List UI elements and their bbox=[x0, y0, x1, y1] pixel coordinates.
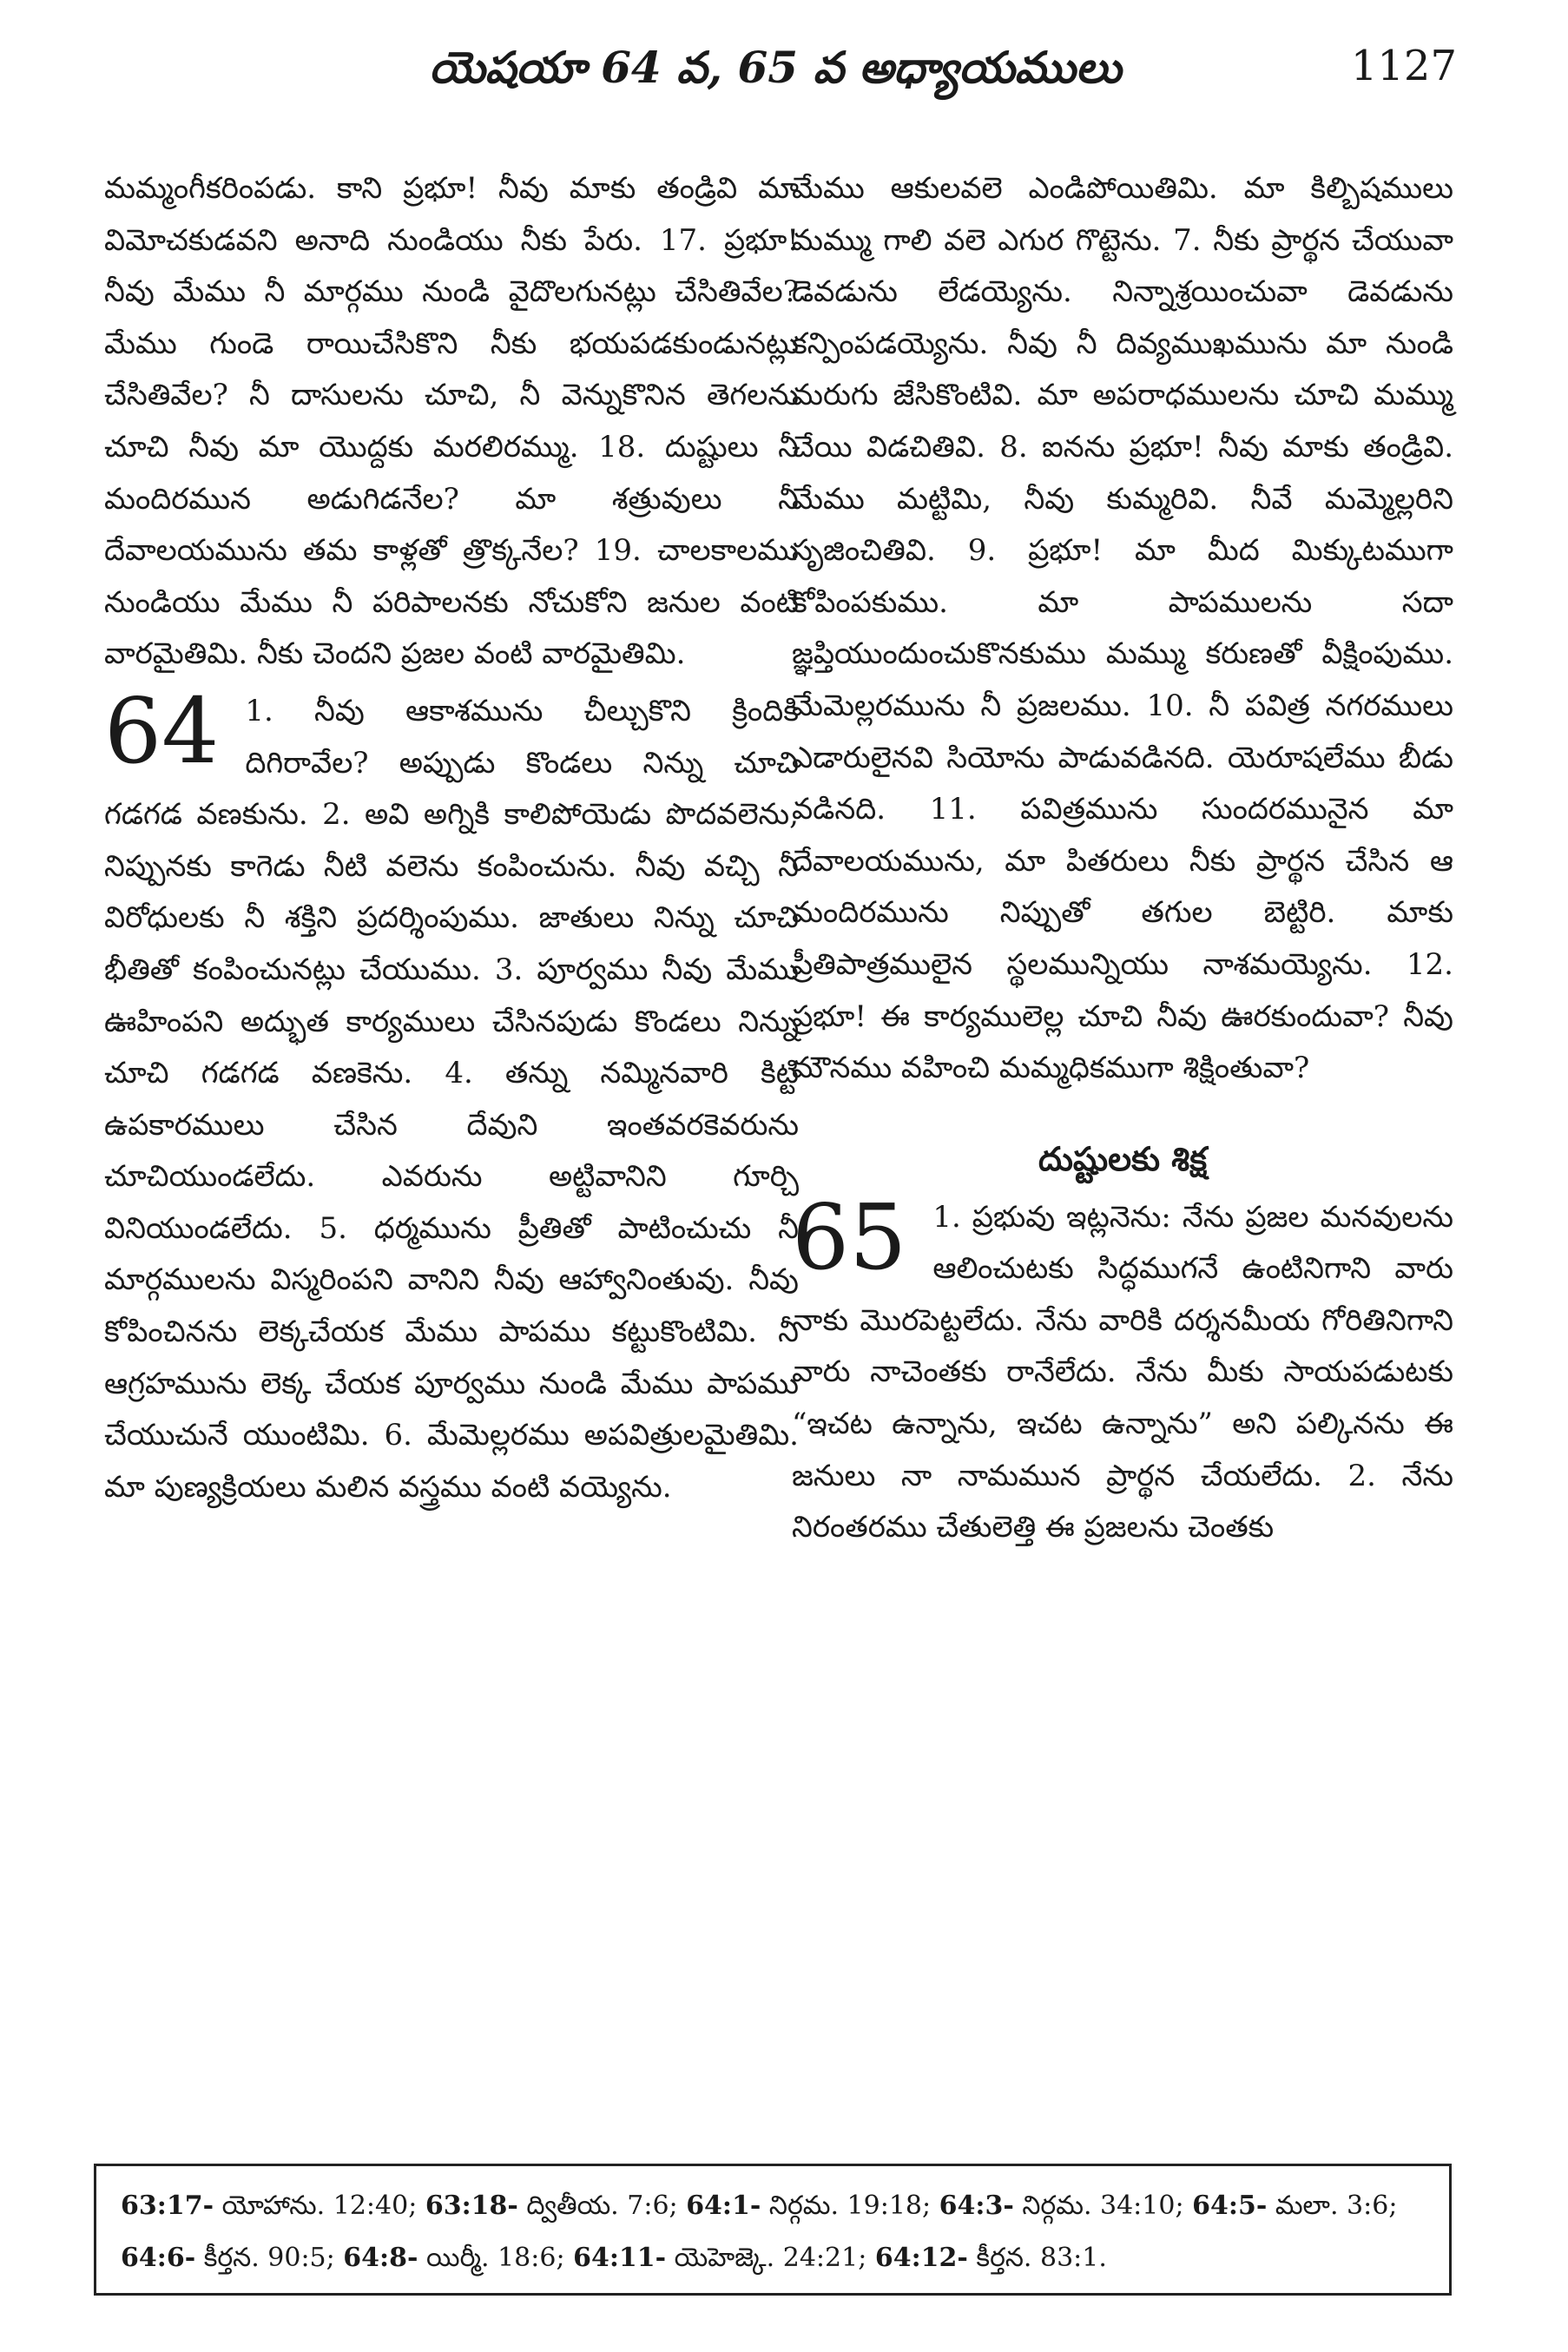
footnote-text: కీర్తన. 83:1. bbox=[967, 2243, 1107, 2273]
footnote-ref: 64:1- bbox=[686, 2191, 761, 2221]
chapter-64-block bbox=[104, 677, 799, 1514]
page-number: 1127 bbox=[1350, 42, 1457, 90]
page-title: యెషయా 64 వ, 65 వ అధ్యాయములు bbox=[429, 42, 1122, 93]
footnote-text: నిర్గమ. 19:18; bbox=[761, 2191, 939, 2221]
footnote-text: ద్వితీయ. 7:6; bbox=[517, 2191, 687, 2221]
right-column bbox=[792, 163, 1453, 1554]
footnote-text: మలా. 3:6; bbox=[1267, 2191, 1398, 2221]
chapter-65-block bbox=[792, 1183, 1453, 1554]
footnote-text: యిర్మీ. 18:6; bbox=[418, 2243, 574, 2273]
footnote-ref: 64:8- bbox=[343, 2243, 418, 2273]
footnote-ref: 64:11- bbox=[573, 2243, 667, 2273]
chapter-number: 65 bbox=[792, 1183, 907, 1290]
verse-paragraph: మేము ఆకులవలె ఎండిపోయితిమి. మా కిల్బిషములు మమ్ము గాలి వలె ఎగుర గొట్టెను. 7. నీకు ప్రార్థన చేయువా డెవడును లేడయ్యెను. నిన్నాశ్రయించువా డెవడును కన్పింపడయ్యెను. నీవు నీ దివ్యముఖమును మా నుండి మరుగు జేసికొంటివి. మా అపరాధములను చూచి మమ్ము చేయి విడచితివి. 8. ఐనను ప్రభూ! నీవు మాకు తండ్రివి. మేము మట్టిమి, నీవు కుమ్మరివి. నీవే మమ్మెల్లరిని సృజించితివి. 9. ప్రభూ! మా మీద మిక్కుటముగా కోపింపకుము. మా పాపములను సదా జ్ఞప్తియుందుంచుకొనకుము మమ్ము కరుణతో వీక్షింపుము. మేమెల్లరమును నీ ప్రజలము. 10. నీ పవిత్ర నగరములు ఎడారులైనవి సియోను పాడువడినది. యెరూషలేము బీడు వడినది. 11. పవిత్రమును సుందరమునైన మా దేవాలయమును, మా పితరులు నీకు ప్రార్థన చేసిన ఆ మందిరమును నిప్పుతో తగుల బెట్టిరి. మాకు ప్రీతిపాత్రములైన స్థలమున్నియు నాశమయ్యెను. 12. ప్రభూ! ఈ కార్యములెల్ల చూచి నీవు ఊరకుందువా? నీవు మౌనము వహించి మమ్మధికముగా శిక్షింతువా? bbox=[792, 171, 1453, 1086]
verse-paragraph: మమ్మంగీకరింపడు. కాని ప్రభూ! నీవు మాకు తండ్రివి మా విమోచకుడవని అనాది నుండియు నీకు పేరు. 17. ప్రభూ! నీవు మేము నీ మార్గము నుండి వైదొలగునట్లు చేసితివేల? మేము గుండె రాయిచేసికొని నీకు భయపడకుండునట్లు చేసితివేల? నీ దాసులను చూచి, నీ వెన్నుకొనిన తెగలను చూచి నీవు మా యొద్దకు మరలిరమ్ము. 18. దుష్టులు నీ మందిరమున అడుగిడనేల? మా శత్రువులు నీ దేవాలయమును తమ కాళ్లతో త్రొక్కనేల? 19. చాలకాలము నుండియు మేము నీ పరిపాలనకు నోచుకోని జనుల వంటి వారమైతిమి. నీకు చెందని ప్రజల వంటి వారమైతిమి. bbox=[104, 171, 799, 672]
left-column bbox=[104, 163, 799, 1513]
footnote-text: యోహాను. 12:40; bbox=[214, 2191, 425, 2221]
section-heading: దుష్టులకు శిక్ష bbox=[1038, 1138, 1208, 1178]
footnote-ref: 64:6- bbox=[121, 2243, 196, 2273]
footnote-ref: 64:12- bbox=[874, 2243, 968, 2273]
page-header bbox=[94, 42, 1457, 111]
cross-reference-box bbox=[94, 2164, 1452, 2296]
verse-paragraph: 1. ప్రభువు ఇట్లనెను: నేను ప్రజల మనవులను ఆలించుటకు సిద్ధముగనే ఉంటినిగాని వారు నాకు మొరపెట్టలేదు. నేను వారికి దర్శనమీయ గోరితినిగాని వారు నాచెంతకు రానేలేదు. నేను మీకు సాయపడుటకు “ఇచట ఉన్నాను, ఇచట ఉన్నాను” అని పల్కినను ఈ జనులు నా నామమున ప్రార్థన చేయలేదు. 2. నేను నిరంతరము చేతులెత్తి ఈ ప్రజలను చెంతకు bbox=[792, 1199, 1453, 1545]
footnote-ref: 64:3- bbox=[939, 2191, 1014, 2221]
footnote-text: నిర్గమ. 34:10; bbox=[1013, 2191, 1193, 2221]
chapter-number: 64 bbox=[104, 677, 220, 784]
verse-paragraph: 1. నీవు ఆకాశమును చీల్చుకొని క్రిందికి దిగిరావేల? అప్పుడు కొండలు నిన్ను చూచి గడగడ వణకును. 2. అవి అగ్నికి కాలిపోయెడు పొదవలెను, నిప్పునకు కాగెడు నీటి వలెను కంపించును. నీవు వచ్చి నీ విరోధులకు నీ శక్తిని ప్రదర్శింపుము. జాతులు నిన్ను చూచి భీతితో కంపించునట్లు చేయుము. 3. పూర్వము నీవు మేము ఊహింపని అద్భుత కార్యములు చేసినపుడు కొండలు నిన్ను చూచి గడగడ వణకెను. 4. తన్ను నమ్మినవారి కిట్టి ఉపకారములు చేసిన దేవుని ఇంతవరకెవరును చూచియుండలేదు. ఎవరును అట్టివానిని గూర్చి వినియుండలేదు. 5. ధర్మమును ప్రీతితో పాటించుచు నీ మార్గములను విస్మరింపని వానిని నీవు ఆహ్వానింతువు. నీవు కోపించినను లెక్కచేయక మేము పాపము కట్టుకొంటిమి. నీ ఆగ్రహమును లెక్క చేయక పూర్వము నుండి మేము పాపము చేయుచునే యుంటిమి. 6. మేమెల్లరము అపవిత్రులమైతిమి. మా పుణ్యక్రియలు మలిన వస్త్రము వంటి వయ్యెను. bbox=[104, 693, 799, 1505]
footnote-ref: 63:17- bbox=[121, 2191, 214, 2221]
footnote-ref: 64:5- bbox=[1192, 2191, 1268, 2221]
footnote-text: యెహెజ్కె. 24:21; bbox=[666, 2243, 875, 2273]
footnote-text: కీర్తన. 90:5; bbox=[195, 2243, 344, 2273]
footnote-ref: 63:18- bbox=[425, 2191, 518, 2221]
